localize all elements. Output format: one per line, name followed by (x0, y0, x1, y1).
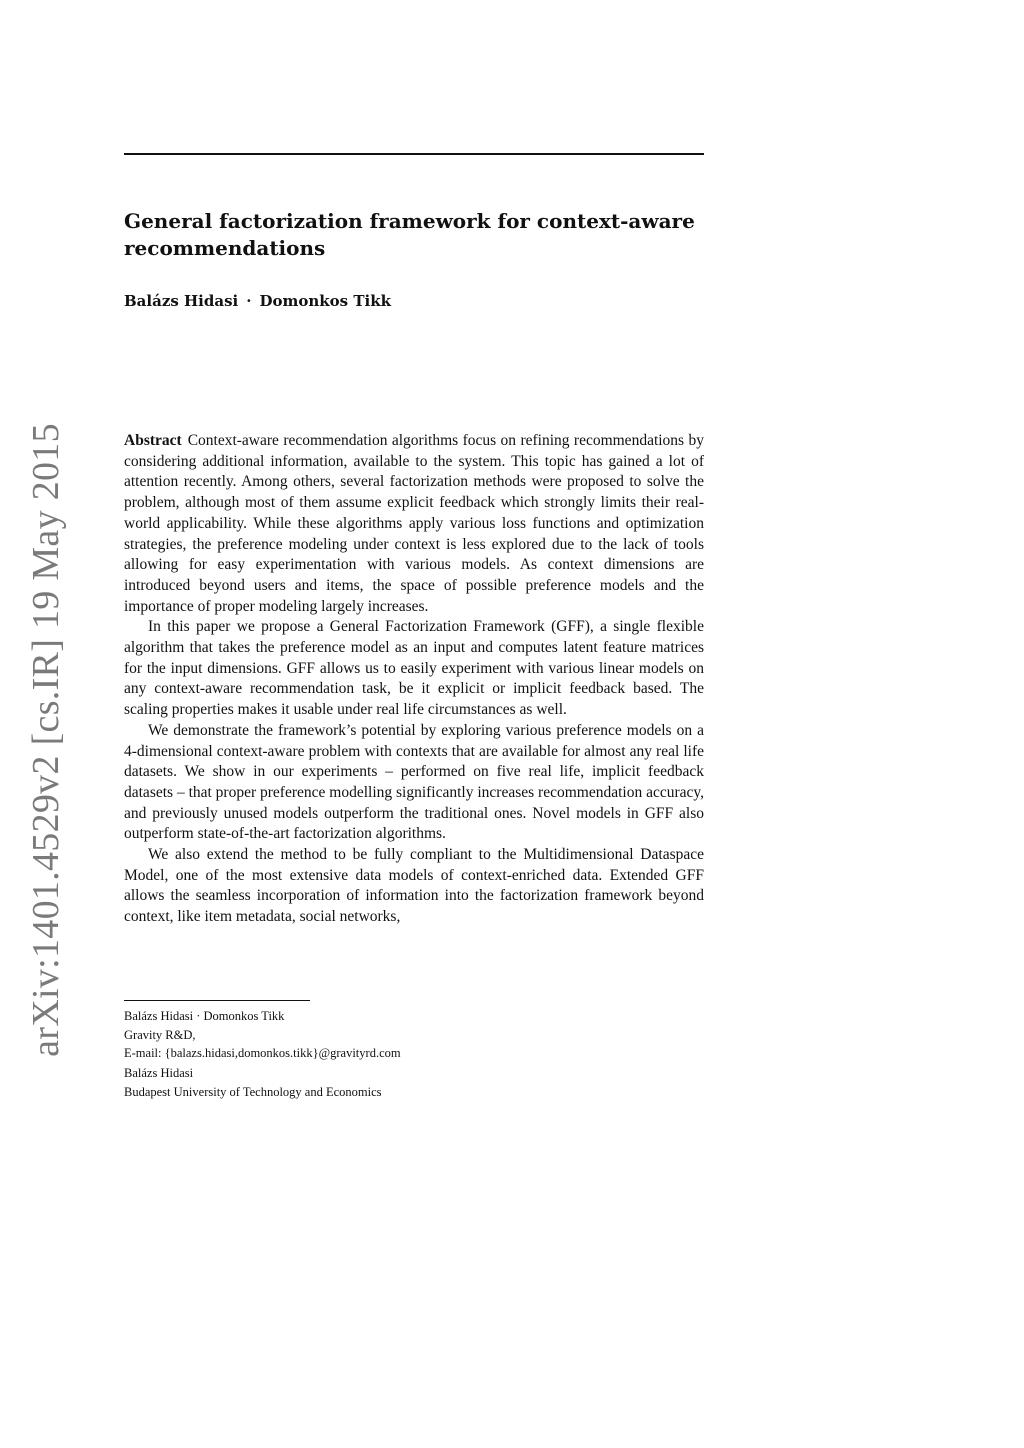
top-rule (124, 153, 704, 155)
footnote-authors: Balázs Hidasi · Domonkos Tikk (124, 1009, 285, 1023)
author-name: Domonkos Tikk (259, 292, 391, 310)
footnote-organization: Budapest University of Technology and Economics (124, 1084, 382, 1099)
footnote-affiliation (124, 1007, 704, 1063)
abstract-paragraph: We also extend the method to be fully compliant to the Multidimensional Dataspace Model, one of the most extensive data models of context-enriched data. Extended GFF allows the seamless incorporation of information into the factorization framework beyond context, like item metadata, social networks, (124, 846, 704, 926)
abstract-paragraph: We demonstrate the framework’s potential by exploring various preference models on a 4-dimensional context-aware problem with contexts that are available for almost any real life datasets. We show in our experiments – performed on five real life, implicit feedback datasets – that proper preference modelling significantly increases recommendation accuracy, and previously unused models outperform the traditional ones. Novel models in GFF also outperform state-of-the-art factorization algorithms. (124, 721, 704, 843)
abstract-paragraph (124, 431, 704, 617)
author-name: Balázs Hidasi (124, 292, 239, 310)
footnote-email: E-mail: {balazs.hidasi,domonkos.tikk}@gravityrd.com (124, 1046, 401, 1060)
author-line (124, 291, 704, 311)
arxiv-identifier-stamp: arXiv:1401.4529v2 [cs.IR] 19 May 2015 (25, 423, 67, 1057)
abstract-paragraph: In this paper we propose a General Factorization Framework (GFF), a single flexible algorithm that takes the preference model as an input and computes latent feature matrices for the input dimensions. GFF allows us to easily experiment with various linear models on any context-aware recommendation task, be it explicit or implicit feedback based. The scaling properties makes it usable under real life circumstances as well. (124, 618, 704, 719)
paper-title: General factorization framework for context-aware recommendations (124, 209, 695, 260)
abstract-paragraph-text: Context-aware recommendation algorithms focus on refining recommendations by considering additional information, available to the system. This topic has gained a lot of attention recently. Among others, several factorization methods were proposed to solve the problem, although most of them assume explicit feedback which strongly limits their real-world applicability. While these algorithms apply various loss functions and optimization strategies, the preference modeling under context is less explored due to the lack of tools allowing for easy experimentation with various models. As context dimensions are introduced beyond users and items, the space of possible preference models and the importance of proper modeling largely increases. (124, 432, 704, 615)
abstract (124, 431, 704, 928)
abstract-label: Abstract (124, 432, 182, 449)
footnote-rule (124, 1000, 310, 1001)
author-separator: · (246, 292, 252, 310)
footnote-organization: Gravity R&D, (124, 1027, 196, 1042)
footnote-author: Balázs Hidasi (124, 1066, 194, 1080)
footnote-affiliation (124, 1064, 704, 1101)
